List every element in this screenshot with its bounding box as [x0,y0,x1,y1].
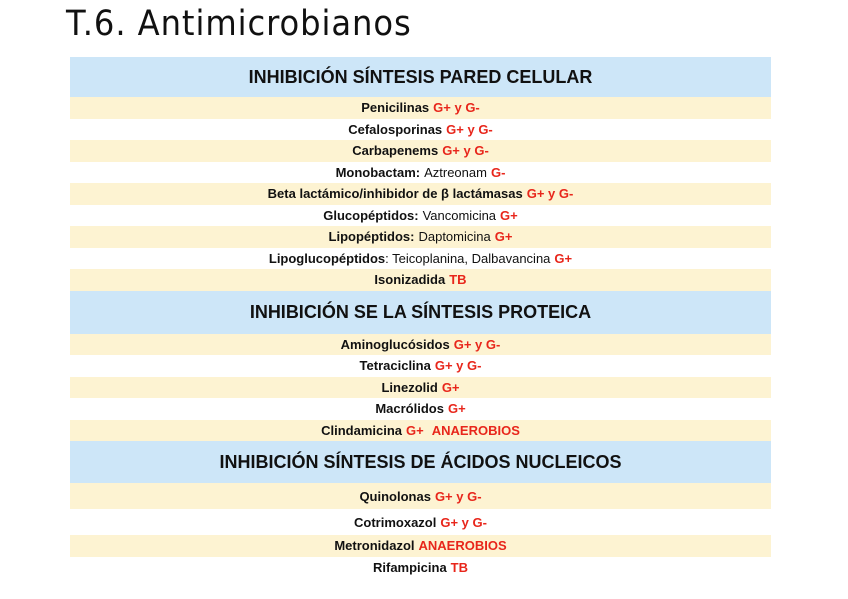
drug-name: Glucopéptidos: [323,207,419,223]
table-row [70,535,771,557]
drug-name: Carbapenems [352,143,439,159]
table-row [70,162,771,184]
drug-name: Cotrimoxazol [354,514,437,530]
table-row [70,377,771,399]
section-header-nucleic-acids: INHIBICIÓN SÍNTESIS DE ÁCIDOS NUCLEICOS [70,441,771,483]
drug-detail: Daptomicina [418,229,491,245]
coverage-tag: G+ y G- [442,143,489,159]
table-row [70,183,771,205]
drug-name: Isonizadida [374,272,446,288]
table-row [70,420,771,442]
coverage-tag: TB [450,559,469,575]
drug-name: Penicilinas [361,100,430,116]
drug-name: Cefalosporinas [348,121,443,137]
drug-name: Quinolonas [359,488,431,504]
coverage-tag: G+ [554,250,573,266]
table-row [70,205,771,227]
coverage-tag: G- [490,164,506,180]
drug-name: Tetraciclina [359,358,431,374]
drug-name: Aminoglucósidos [340,336,450,352]
coverage-tag: G+ [406,422,424,438]
table-row [70,269,771,291]
table-row [70,226,771,248]
coverage-tag: G+ [441,379,460,395]
drug-name: Lipoglucopéptidos [268,250,386,266]
drug-detail: : Teicoplanina, Dalbavancina [385,250,551,266]
coverage-tag: TB [449,272,467,288]
coverage-tag: G+ y G- [453,336,501,352]
anaerobes-tag: ANAEROBIOS [431,422,520,438]
drug-name: Monobactam: [335,164,421,180]
drug-name: Clindamicina [321,422,403,438]
coverage-tag: G+ y G- [433,100,480,116]
table-row [70,557,771,579]
coverage-tag: G+ y G- [434,488,482,504]
coverage-tag: G+ [500,207,518,223]
coverage-tag: G+ [447,401,466,417]
table-row [70,483,771,509]
drug-name: Lipopéptidos: [328,229,415,245]
drug-name: Macrólidos [375,401,444,417]
drug-name: Linezolid [381,379,438,395]
coverage-tag: G+ [494,229,513,245]
section-header-cell-wall: INHIBICIÓN SÍNTESIS PARED CELULAR [70,57,771,97]
coverage-tag: G+ y G- [446,121,493,137]
table-row [70,97,771,119]
coverage-tag: ANAEROBIOS [418,538,507,554]
coverage-tag: G+ y G- [434,358,482,374]
table-row [70,140,771,162]
table-row [70,119,771,141]
coverage-tag: G+ y G- [526,186,574,202]
table-row [70,509,771,535]
coverage-tag: G+ y G- [440,514,487,530]
drug-name: Metronidazol [334,538,415,554]
drug-name: Beta lactámico/inhibidor de β lactámasas [267,186,523,202]
table-row [70,248,771,270]
table-row [70,334,771,356]
table-row [70,398,771,420]
section-header-protein-synthesis: INHIBICIÓN SE LA SÍNTESIS PROTEICA [70,291,771,334]
table-row [70,355,771,377]
drug-detail: Vancomicina [422,207,497,223]
drug-detail: Aztreonam [424,164,487,180]
antimicrobials-table [70,57,771,578]
drug-name: Rifampicina [372,559,447,575]
page-title: T.6. Antimicrobianos [66,4,412,44]
